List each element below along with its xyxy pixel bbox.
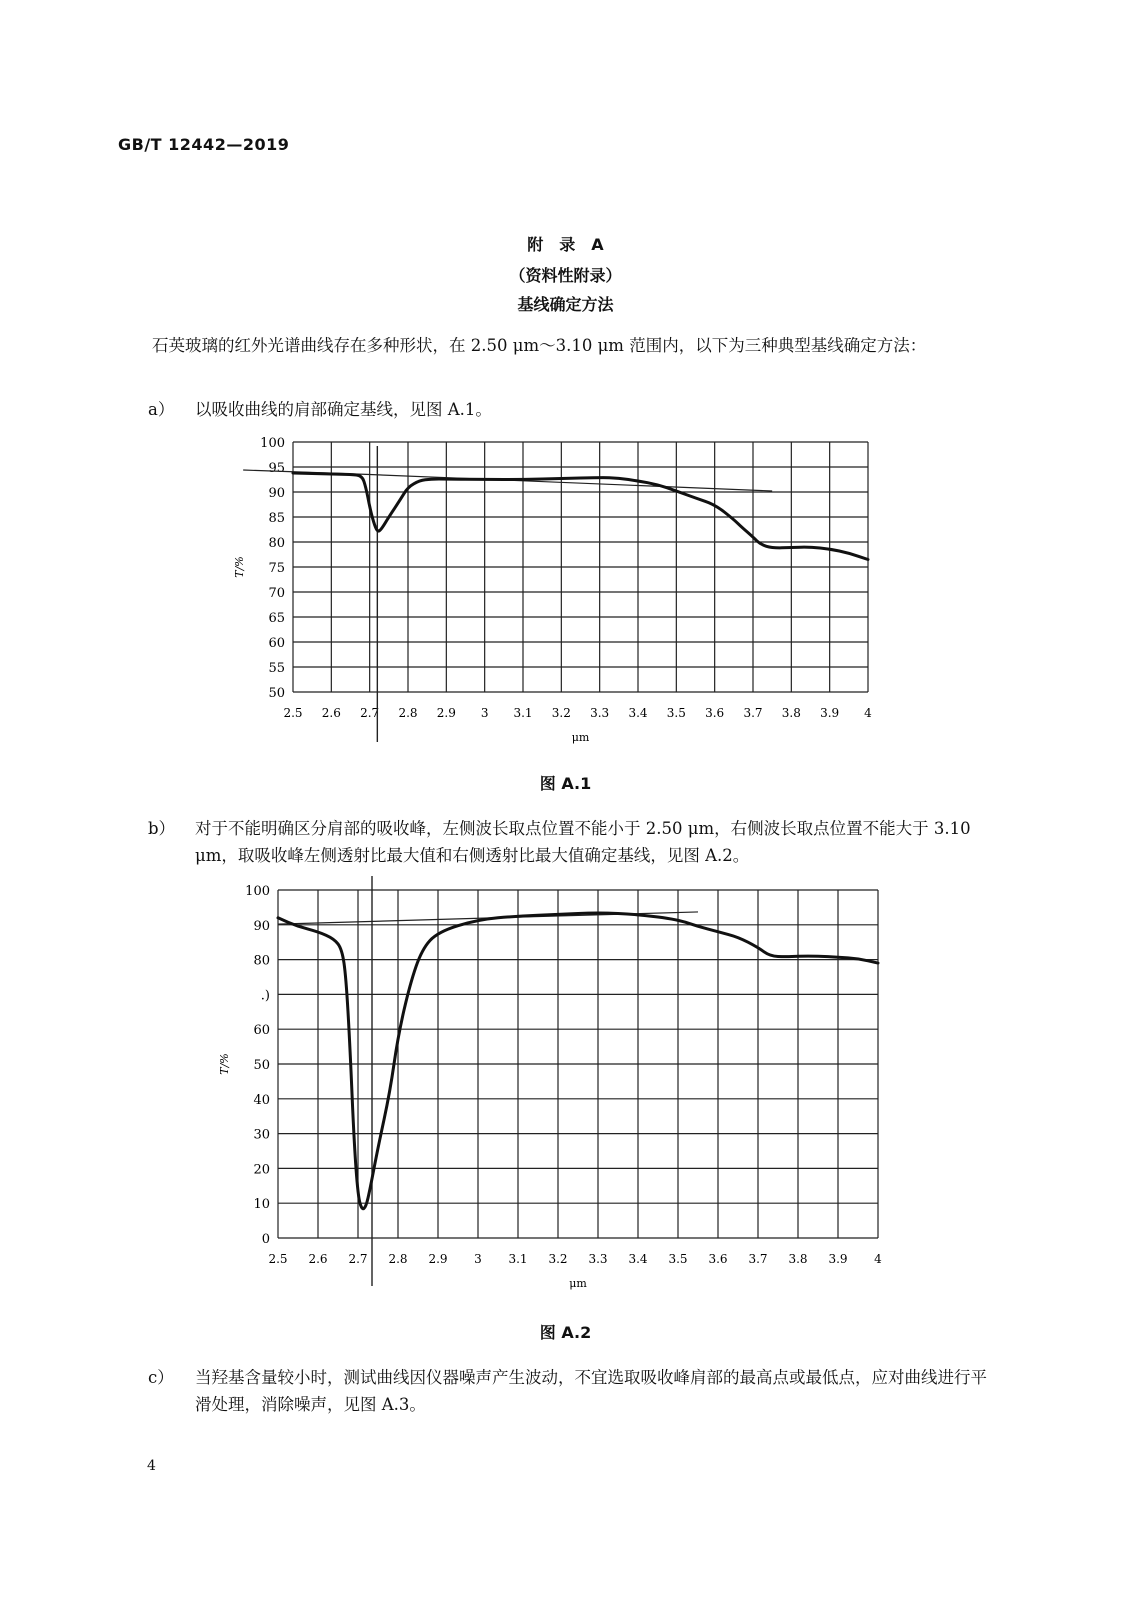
x-tick-label: 4: [864, 706, 872, 720]
x-tick-label: 3.9: [820, 706, 840, 720]
standard-number: GB/T 12442—2019: [118, 135, 290, 154]
transmittance-curve: [293, 473, 868, 560]
x-tick-label: 3.8: [781, 706, 801, 720]
transmittance-curve: [278, 913, 878, 1209]
x-tick-label: 3.1: [513, 706, 533, 720]
figure-a2-chart: [190, 876, 910, 1296]
x-tick-label: 2.9: [436, 706, 456, 720]
appendix-type: （资料性附录）: [509, 266, 622, 285]
item-c-marker: c）: [148, 1368, 174, 1387]
x-tick-label: 3: [474, 1252, 482, 1266]
x-axis-label: μm: [571, 731, 590, 744]
appendix-subject: 基线确定方法: [517, 295, 614, 314]
x-tick-label: 4: [874, 1252, 882, 1266]
x-tick-label: 3.3: [590, 706, 610, 720]
x-axis-label: μm: [569, 1277, 587, 1290]
y-tick-label: 50: [253, 1058, 270, 1073]
y-tick-label: 90: [268, 486, 285, 501]
item-b-text: 对于不能明确区分肩部的吸收峰，左侧波长取点位置不能小于 2.50 μm，右侧波长取点位置不能大于 3.10 μm，取吸收峰左侧透射比最大值和右侧透射比最大值确定基线，见图 A.2。: [195, 819, 971, 865]
x-tick-label: 3.6: [708, 1252, 728, 1266]
y-tick-label: 95: [268, 461, 285, 476]
x-tick-label: 3.3: [588, 1252, 608, 1266]
x-tick-label: 2.8: [388, 1252, 408, 1266]
x-tick-label: 2.6: [321, 706, 341, 720]
y-tick-label: 40: [253, 1092, 270, 1108]
x-tick-label: 3.8: [788, 1252, 808, 1266]
y-tick-label: 80: [253, 953, 270, 969]
x-tick-label: 3.6: [705, 706, 725, 720]
y-tick-label: 90: [253, 918, 270, 934]
y-tick-label: .): [260, 988, 270, 1004]
x-tick-label: 3.5: [666, 706, 686, 720]
x-tick-label: 3.9: [828, 1252, 848, 1266]
x-tick-label: 2.6: [308, 1252, 328, 1266]
y-tick-label: 65: [268, 611, 285, 626]
item-b-marker: b）: [148, 819, 176, 838]
x-tick-label: 2.8: [398, 706, 418, 720]
y-tick-label: 50: [268, 686, 285, 701]
intro-paragraph: 石英玻璃的红外光谱曲线存在多种形状，在 2.50 μm～3.10 μm 范围内，以下为三种典型基线确定方法：: [152, 336, 927, 355]
y-tick-label: 80: [268, 536, 285, 551]
y-tick-label: 100: [260, 436, 285, 451]
x-tick-label: 3.1: [508, 1252, 528, 1266]
y-tick-label: 60: [268, 636, 285, 651]
y-tick-label: 100: [245, 884, 270, 899]
y-tick-label: 70: [268, 586, 285, 601]
x-tick-label: 2.9: [428, 1252, 448, 1266]
figure-a2-caption: 图 A.2: [539, 1323, 592, 1342]
x-tick-label: 3.7: [743, 706, 763, 720]
y-tick-label: 85: [268, 511, 285, 526]
x-tick-label: 2.7: [348, 1252, 368, 1266]
x-tick-label: 2.7: [360, 706, 380, 720]
figure-a1-caption: 图 A.1: [539, 774, 592, 793]
y-tick-label: 75: [268, 561, 285, 576]
y-tick-label: 10: [253, 1197, 270, 1213]
x-tick-label: 3.4: [628, 706, 648, 720]
x-tick-label: 2.5: [283, 706, 303, 720]
item-c-text: 当羟基含量较小时，测试曲线因仪器噪声产生波动，不宜选取吸收峰肩部的最高点或最低点，应对曲线进行平滑处理，消除噪声，见图 A.3。: [195, 1368, 987, 1414]
x-tick-label: 3: [480, 706, 489, 720]
figure-a1-chart: [210, 430, 900, 770]
y-tick-label: 55: [268, 661, 285, 676]
page-number: 4: [147, 1458, 156, 1474]
x-tick-label: 3.5: [668, 1252, 688, 1266]
x-tick-label: 3.2: [551, 706, 571, 720]
y-tick-label: 20: [253, 1162, 270, 1178]
appendix-title: 附 录 A: [527, 235, 604, 254]
y-tick-label: 60: [253, 1023, 270, 1039]
x-tick-label: 3.2: [548, 1252, 568, 1266]
item-a-marker: a）: [148, 400, 175, 419]
y-tick-label: 30: [253, 1127, 270, 1143]
y-axis-label: T/%: [218, 1053, 231, 1075]
y-tick-label: 0: [261, 1232, 270, 1247]
y-axis-label: T/%: [233, 556, 246, 578]
x-tick-label: 3.7: [748, 1252, 768, 1266]
x-tick-label: 2.5: [268, 1252, 288, 1266]
item-a-text: 以吸收曲线的肩部确定基线，见图 A.1。: [195, 400, 492, 419]
x-tick-label: 3.4: [628, 1252, 648, 1266]
